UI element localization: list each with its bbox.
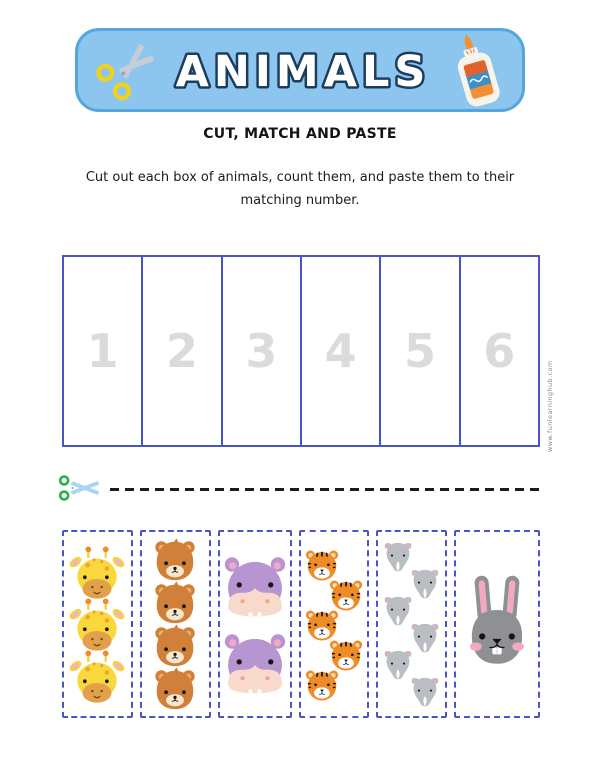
number-grid [62, 255, 540, 447]
bear-icon [151, 623, 199, 668]
bear-icon [151, 580, 199, 625]
page-title [159, 40, 447, 100]
giraffe-icon [68, 596, 126, 652]
glue-bottle-icon [448, 32, 504, 108]
animal-card-giraffe [62, 530, 133, 718]
number-label: 1 [86, 324, 119, 378]
rhino-icon [407, 675, 443, 709]
number-cell-3 [223, 257, 302, 445]
animal-card-rhino [376, 530, 447, 718]
page-title-text: ANIMALS [175, 47, 431, 97]
animal-card-tiger [299, 530, 370, 718]
dashed-cut-line [110, 488, 540, 491]
website-watermark: www.funlearninghub.com [546, 360, 554, 452]
number-cell-5 [381, 257, 460, 445]
subtitle: CUT, MATCH AND PASTE [203, 126, 397, 142]
number-label: 4 [324, 324, 357, 378]
hippo-icon [222, 554, 288, 617]
animal-cards-row [62, 530, 540, 718]
animal-card-bear [140, 530, 211, 718]
instructions: Cut out each box of animals, count them, and paste them to their matching number. [85, 170, 515, 208]
giraffe-icon [68, 648, 126, 704]
bear-icon [151, 537, 199, 582]
number-cell-2 [143, 257, 222, 445]
scissors-icon [96, 39, 158, 101]
bear-icon [151, 666, 199, 711]
number-cell-4 [302, 257, 381, 445]
cut-scissors-icon [58, 470, 102, 506]
number-label: 5 [403, 324, 436, 378]
animal-card-rabbit [454, 530, 540, 718]
number-cell-6 [461, 257, 538, 445]
number-label: 6 [483, 324, 516, 378]
rabbit-icon [458, 574, 536, 674]
title-banner [75, 28, 525, 112]
giraffe-icon [68, 544, 126, 600]
tiger-icon [303, 666, 341, 702]
number-cell-1 [64, 257, 143, 445]
number-label: 3 [245, 324, 278, 378]
animal-card-hippo [218, 530, 292, 718]
cut-line [58, 468, 540, 508]
hippo-icon [222, 631, 288, 694]
number-label: 2 [165, 324, 198, 378]
